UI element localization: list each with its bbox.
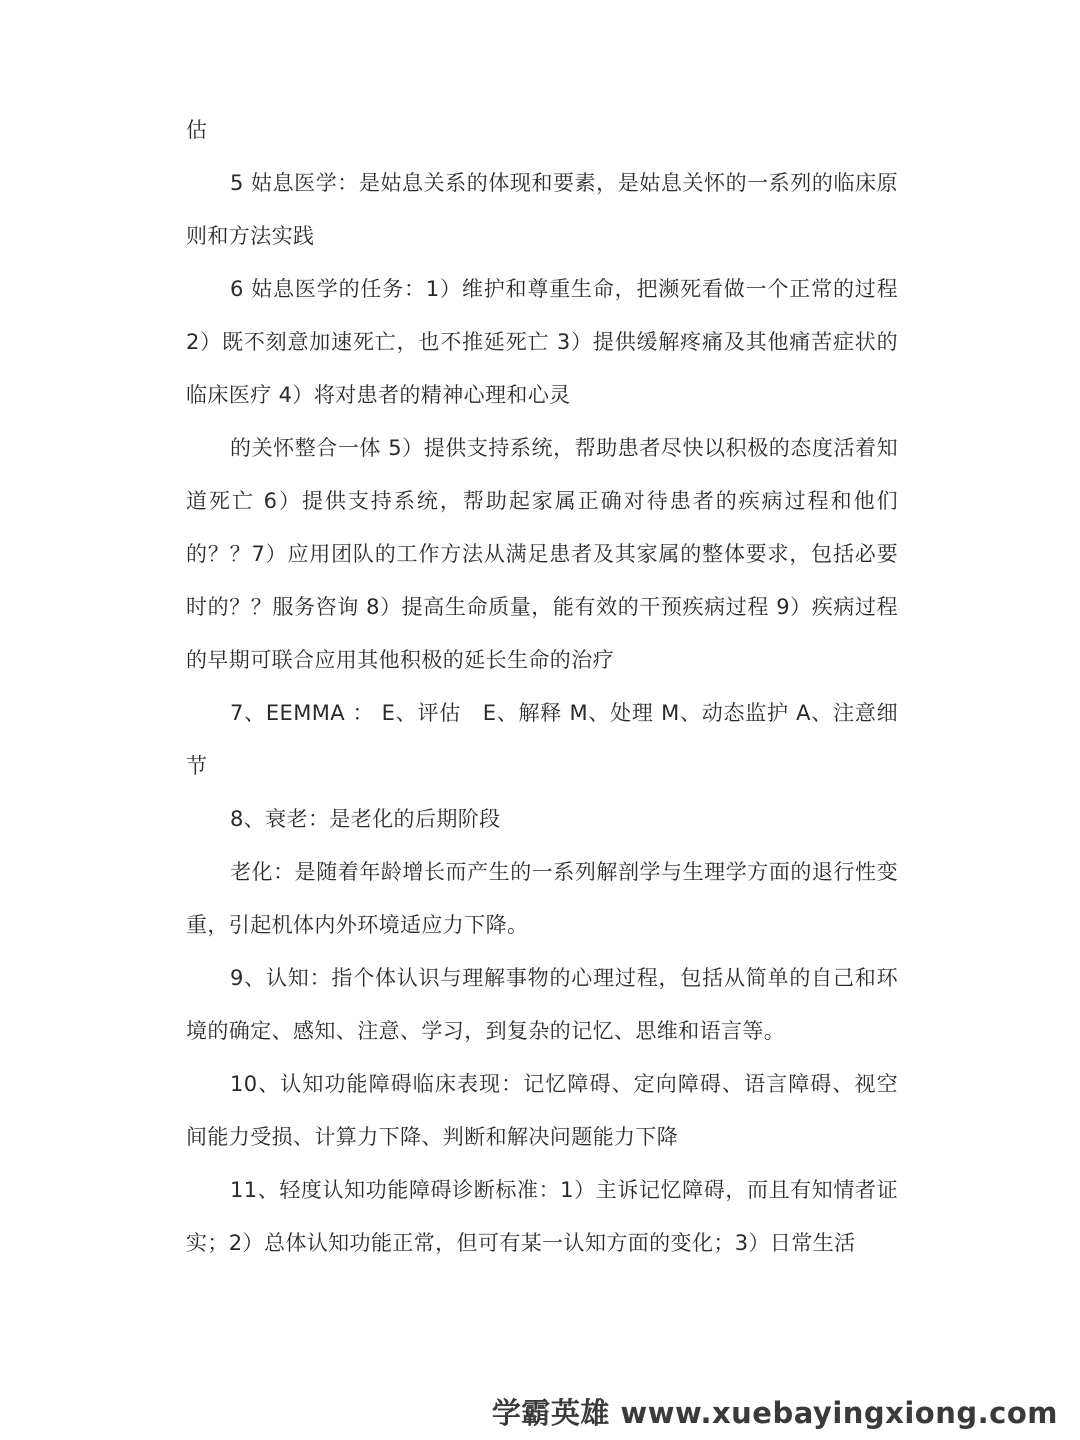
paragraph-item-8-aging: 老化：是随着年龄增长而产生的一系列解剖学与生理学方面的退行性变重，引起机体内外环境适应力下降。 bbox=[186, 860, 898, 937]
paragraph-item-6-continued: 的关怀整合一体 5）提供支持系统，帮助患者尽快以积极的态度活着知道死亡 6）提供支持系统，帮助起家属正确对待患者的疾病过程和他们的？？7）应用团队的工作方法从满足患者及其家属的整体要求，包括必要时的？？服务咨询 8）提高生命质量，能有效的干预疾病过程 9）疾病过程的早期可联合应用其他积极的延长生命的治疗 bbox=[186, 436, 898, 672]
paragraph-item-10: 10、认知功能障碍临床表现：记忆障碍、定向障碍、语言障碍、视空间能力受损、计算力下降、判断和解决问题能力下降 bbox=[186, 1072, 898, 1149]
paragraph-item-9: 9、认知：指个体认识与理解事物的心理过程，包括从简单的自己和环境的确定、感知、注意、学习，到复杂的记忆、思维和语言等。 bbox=[186, 966, 898, 1043]
paragraph-item-7: 7、EEMMA ： E、评估 E、解释 M、处理 M、动态监护 A、注意细节 bbox=[186, 701, 898, 778]
paragraph-continuation: 估 bbox=[186, 118, 208, 142]
document-body bbox=[186, 104, 898, 1270]
paragraph-item-6: 6 姑息医学的任务：1）维护和尊重生命，把濒死看做一个正常的过程 2）既不刻意加速死亡，也不推延死亡 3）提供缓解疼痛及其他痛苦症状的临床医疗 4）将对患者的精神心理和心灵 bbox=[186, 277, 898, 407]
paragraph-item-5: 5 姑息医学：是姑息关系的体现和要素，是姑息关怀的一系列的临床原则和方法实践 bbox=[186, 171, 898, 248]
paragraph-item-11: 11、轻度认知功能障碍诊断标准：1）主诉记忆障碍，而且有知情者证实；2）总体认知功能正常，但可有某一认知方面的变化；3）日常生活 bbox=[186, 1178, 898, 1255]
paragraph-item-8: 8、衰老：是老化的后期阶段 bbox=[230, 807, 501, 831]
site-watermark: 学霸英雄 www.xuebayingxiong.com bbox=[491, 1396, 1058, 1430]
